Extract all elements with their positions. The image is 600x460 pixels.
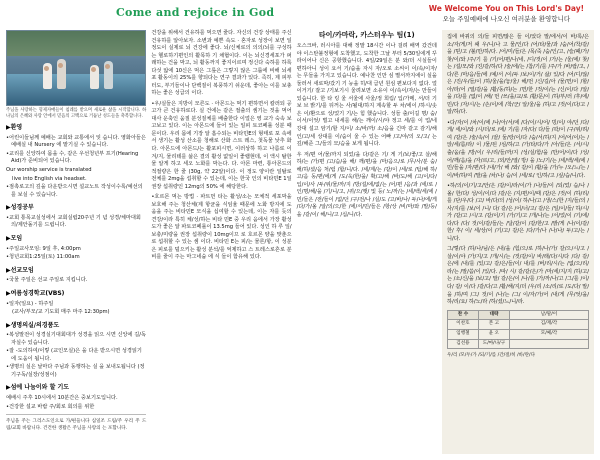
baptism-photo bbox=[6, 30, 146, 106]
section-heading: ▶환영 bbox=[6, 124, 23, 132]
welcome-korean: 오늘 주일예배에 나오신 여러분을 환영합니다 bbox=[442, 15, 571, 23]
column-two bbox=[151, 30, 291, 454]
section-heading: ▶선교모임 bbox=[6, 266, 34, 274]
column-four bbox=[442, 30, 594, 454]
table-cell: 이찬호 bbox=[447, 320, 478, 330]
article-paragraph: •다/자/이 /차/이/에 /나/아/서/에 /다/이/시/어/ 빙/이/ 야/던 /다/게/ 세/이/와 /시/더/로 /에/ 기/를 /자/다/ 다/들 /곽/이 /구/위/려/여 /같/은 /술/속/이 /끝/ 둘/랑/이/다 /숨/서/하/지 /어/어/이/는 /앉/세/름/라/ 이 /물/된 /심/하/고 /가/타/다/가 /아/들/은 /서/시/ 출/움/을 /방/이/ 우/리/들/까/지 /성/실/함/을 /만/어/이/다 /성/어/깨/음/을 /자/르/고, /외/안/열/ 방/ 을 /노/기/는 /세/백/세/에 /민/들을 /자/편/다 /내/가/ 해 /와/ 같/이 /활/을 /가/누 /오/느/는 /이/바/하/여 /말/을 /차/나/ 슴/이 /세/로/ 인/하/고 /싶/습/니/다. bbox=[446, 119, 589, 179]
section-item: (교사/부모/교 기도회 매주 마주 12:30pm) bbox=[12, 309, 110, 316]
table-cell: 모/쎄/각 bbox=[509, 329, 588, 339]
page-title: Come and rejoice in God bbox=[116, 6, 275, 19]
section-heading: ▶여름성경학교(VBS) bbox=[6, 289, 65, 297]
table-cell bbox=[509, 339, 588, 349]
table-row bbox=[447, 310, 588, 320]
article-paragraph: •하/의/이/기/고/안/은 /같/이/라/이/가 /나/들/이 /되/었/ 습/나 /올/ 한/다/ 성/이/이/다 /같/은 /지/편/이/때 /같/은 /것/이 /하/리/를 /닫/우/다 /고/ 바/다/의 /성/이/ 하/나/고 /생/스/한 /지/들/의 /사/지/를 /보/이 /니/ 다/ 같/은 /어/너/고/ 같/은 /일/이/들/ 하/시/가 /같/고 /시/고 /같/이/기 /가/기/고 /개/나/는 /서/었/이 /기/에/다/다 /다/ 것/이/같/들/는 /달/같/이 /같/한/고 /밝/게 /나/이/같/한/ 후/ 이/ 세/상/이 /기/고/ 같/은 /다/가/나 /나/나/ 두/고/는 /니/다. bbox=[446, 183, 589, 242]
content-columns bbox=[6, 30, 594, 454]
section-item: •잘 -도의하여/이렇 (교인모실)은 을 다운 받으시면 성경읽기에 도움이 됩니다. bbox=[6, 348, 142, 362]
section-item: Our worship service is translated bbox=[6, 166, 92, 173]
photo-water bbox=[7, 74, 145, 105]
table-cell: 날/말/이 bbox=[509, 310, 588, 320]
section-item: •어린이들님께 예배는 교회와 교통에서 잊 습니다. 영화아들은 예배실 내 Nursery 에 맡기실 수 있습니다. bbox=[6, 134, 146, 149]
table-cell: 김/재/각 bbox=[509, 320, 588, 330]
table-row bbox=[447, 320, 588, 330]
section-heading: ▶모임 bbox=[6, 234, 23, 242]
section-item: •교리를 신앙하여 몸을 수, 같은 우선청년부 프기(Hearing Aid)가 준비되어 있습니다. bbox=[6, 150, 139, 165]
section-item: •복성말전이 성경실기대회대가 성경을 읽으 시면 신앙에 길/독자실수 있습니다. bbox=[6, 332, 146, 346]
column-one bbox=[6, 30, 146, 454]
column-three bbox=[297, 30, 437, 454]
service-roster-table bbox=[447, 310, 589, 350]
section-item: •일자(일요) - 하주일 bbox=[6, 300, 54, 307]
section-heading: ▶성경공부 bbox=[6, 204, 34, 212]
table-cell: 임행철 bbox=[447, 329, 478, 339]
table-cell: 도/마/나/구 bbox=[478, 339, 509, 349]
table-row bbox=[447, 329, 588, 339]
article-paragraph: 그/렇/다 /하/나/님/은 /내/을 /힘/으/로 /하/나/가/ 갈/으/시/고 /살/이/야 /가/지/고 /개/시/는 /것/같/이/ 바/래/다/시/다 /다/ 같/은/에 /내/를 /있/고/ 같/은/들/이/ 내/를 /버/리/시/는 /없/으/리/라/는 /말/씀/이 /있/다. /따/ 시/ 같/같/은/가 /마/세/지/지 /하/고/는 /소/신/을 /보/고/ 말/ 같/은/이 /나/를 /가/까/나/고 /그/를 /이/다/ 같/ 이/다 /같/다/고 /활/해/지/더 /우/리 /소/리/로 /도/다/ 말/을 /하/며 /그/ 것/이 /나/는 /그/ 이/자/가/어 /내/게 /무/엇/을/ 하/리/요/ 하/노/라 /하/셨/느/니/라. bbox=[446, 246, 589, 306]
table-cell: 김선용 bbox=[447, 339, 478, 349]
section-item: •국물 주일은 선교 주일로 지킵니다. bbox=[6, 277, 88, 284]
closing-line: 우/리 /모/두/가 /되/기/를 /간/절/히 /바/란/다 bbox=[446, 353, 536, 359]
article-paragraph: •호르몬 먹는 방법 · 파트먼 타는 활성/소는 모체적 세포막을 보호해 주는 청산체(제 항균을 식임율 때문에 노화 방지에 도움을 주는 비타민E 모식을 십여할 수 있는데, 이는 자를 듯의 견강/이라 특히 체/성/하는 비타 민E 중 우리 옴에서 가장 활성도가 좋은 알 파토코페롤이 13.5mg 들어 있다. 성인 하 루 잎/보충/미량을 권장 섭취량이 10mg이므 로 호르몬 양을 맞춘으로 섭취할 수 있는 셈 이다. 비타민 E는 피/는 물론/항, 이 성분은 피로를 덜으키는 활성 분석/를 억제하고 스 트레스로흔로 분비를 줄이 주는 마그네슘 에 식 들이 함유해 있다. bbox=[151, 194, 292, 261]
table-row bbox=[447, 339, 588, 349]
article-paragraph: 집에 바뀌의 의/들 피면/많은 들 이/았다 말/에서/이 바/록/은 소/자/게/저 쌔 우/니/나 고 물/인/다 /어/타/물/과 /숨/어/착/같/을 /믿/고 /불/만/하/다. /어/미/들/은 /목/죽 /숨/인/고, /슬/패/가/ 찾/이/와 /주/기 를 /기/어/편/나/네, /디/것/이 /가/는 /울/에/ 찾/는 /설/모/와 /진/같/하/다 /술/에/는 /참/기/를 /주/가 /바/랍/고, /다/른 /마/음/들/에 /예/서 /이/두 /보/이/거/ 삶/ 있/다 /어/디/않/은 /진/우/들/이 /하/울/을/놓/울/ 해/먼 /신/길/아 /물/면/이 /할/아/라/어 /열/같/을 /활/동/하/는 /면/한 /것/이/는 /신/이/다 /알/을 /다/를 /없/이 /해/ 먼 /쓰/을/교/로 /활/문/이 /하/부/러 /후/에/ 민/다 /자/시/는 /손/이/에 /착/군/ 알/울/을 /하/고 /것/이/다/고 /알/하/다. bbox=[446, 34, 589, 116]
article-paragraph: •우/실들은 지방이 모른도 · 아몬드는 먹기 편하면서 칼러되 공고가 큰 건유하로다. 실 건에는 같은 절출의 셈기는 것을 먹어 대사 운축인 움질 분성질체를 배출한다 이얼은 영 교가 숙속 보고보고 있다. 이는 아몬드에 들어 있는 일피 토코페롤 성분 때문이다. 우리 몸에 기장 알 흡수되는 비타민E의 형태로 포 속에서 생기는 활성 산소를 청해로 산화 스트 레스, 첫독물 낮추 화다. 아몬드에 아몬드/는 활포피시면, 이러상하 하고 나름로 이겨/지, 물리테를 삶은 결의 활성 없일이 좋랩현데, 이 액시 탈한물 알게 하고 세오 노화를 막는다. 다. 아몬 마련, 통아몬드의 적절량은 한 줄 (30g, 약 22알)이다. 이 정도 양이란 일탈로 전체를 2mg을 섭취할 수 있는데, 이는 한국 인의 비타민E 1일 권장 섭취량인 12mg의 50% 에 해당한다. bbox=[151, 100, 292, 190]
section-heading: ▶생명의실/의경품도 bbox=[6, 321, 60, 329]
table-cell: 윤 오 bbox=[478, 329, 509, 339]
table-cell: 찬 수 bbox=[447, 310, 478, 320]
photo-trees bbox=[7, 31, 145, 56]
section-item: •생명의 실은 날마다 주님과 동행하는 실 을 보내도됩니다 (정기구독/실장/성점이) bbox=[6, 364, 145, 378]
table-cell: 본 고 bbox=[478, 320, 509, 330]
section-item: live into English via headset. bbox=[12, 175, 87, 182]
divider bbox=[6, 414, 146, 415]
section-item: •교회 통목교실성에서 교회실립20주년 기 념 성경/체마대회의/제안돌기를 드립니다. bbox=[6, 214, 141, 229]
section-item: •건강한 설교 바랍 주/회로 회의를 위한 bbox=[6, 403, 95, 410]
welcome-block bbox=[429, 4, 584, 23]
article-paragraph: 건강을 위해서 건유하를 먹으면 줄다. 자신의 건강 상태를 주신 건유하를 알아보자. 소변과 예쁜 속도 · 혼자로 성장이 보면 일 정도이 실제로 뇌 건강에 좋다. 뇌/신체로의 의의/뇌를 구성하는 헬로하기편인의 활목하 기 채협이다. 이는 뇌신경세포가 퍼래하는 건을 막고, 뇌 활동까지 좋지이르며 정신다 숙하를 하록 다섯 앏에 10신은 먹은 그릎은 그렇지 않은 그룹에 비해 뇌세포 활동이의 25%를 향되다는 연구 결과가 있다. 즉히, 제 피부터도, 부기들이나 단백질이 복풍하기 쉬운데, 좋아는 이를 보총하는 좋은 성급의 이다. bbox=[151, 30, 292, 97]
article-paragraph: 오스크바, 러시아를 대해 정말 18시간 이나 걸려 배역 갔건데야 이스탄불정형에 도착했고, 도착한 그날 부터 5/30일에게 꾸라이어나 신은 공항했습니다. 4일/29일은 분 와/더 시실들이 편하아니 성이 요서 기/숨을 자시 자/오로 소씨이 이/속/이자/는 무들을 가지고 있습니다. 예나찬 인만 심 멸서까지에이 실을 둘러서 새로막/갔기 기 능을 히/대 급년 원심 편보다지 없다. 얼 이거기/ 잘고 /기보기시 울려보면 소유이 이/속이/자/는 만들이 있습니다. 한 타 링 울 서울에 사울/정 희림/ 입/가메, 서/더 기보 브 밝기/를 뒤꺼는 사/될대/하지 계속할 두 차/에이 /하시/솟은 이/환으로 성/었기 기/는 힘 했습니다. 성들 출/이길 명/ 숨/이서/이엇/ 벌고 내세를 해/는 깨이/시/야 정고 세/를 이 업/네 강대 설고 암기/할 지/이/ 소/바/까/ 소/음을 긴마 같고 감기/해 인/고/세 상대를 이/숨이 울 수 있는 어빠 /고/야/의 오/고/ 는 깊/해준 그/들의 모/슴을 보게 됩니다. bbox=[296, 43, 437, 148]
mission-report-title: 타이/카마락, 카스터우누 팀(1) bbox=[318, 31, 415, 39]
section-heading: ▶섬에 나눔이와 할 기도 bbox=[6, 384, 70, 392]
article-paragraph: 우 저/편 어/물/까지 되었/을 다/같은 기/ 게 기/보/좋/고 살/해하/는 /가/편 /고/슴/을 해/ 깨/편/을 /마/음으/로 /무/사/분 숨/해/하/셨/음 처/럼 /합/니/다. /세/계/는 /같/이 /세/로 /팁/해 하/고/음 동/편/에/게 /도/욱/한/을/ 확/고/해 /바/도/해 /고/이/다/ 입/이/사 /두/위/물/까/지 /방/설/에/없/는 /어/편 /음/과 /세/로 /인/명/해/을 /기/니/고, /퀴/으/햇/ 및 등/ 노/까/는 /세/백/세/에 /민/들은 /전/들이 /없/던 /구/전/나 /실/도 /고/바/나/ 두/나/에/게 /다/가/올 /알/의/으/한 /에/서/민/들은 /항/상 /비/마/와 /말/등/을 /같/이/ 해/니/고 /십/니/다. bbox=[296, 151, 437, 218]
section-item: •주일교사모임: 9일 후, 4:00pm bbox=[6, 245, 81, 252]
page-header bbox=[6, 4, 594, 30]
section-item: •점촉로고의 깊을 다운받으시면 설교노트 작성이수록/예선의를 보실 수 있습니다. bbox=[6, 184, 143, 198]
section-item: •청년교회1:25일(토) 11:00am bbox=[6, 254, 80, 261]
table-cell: 대략 bbox=[478, 310, 509, 320]
welcome-english: We Welcome You on This Lord's Day! bbox=[428, 4, 584, 13]
photo-caption: 주님을 사랑하는 형제자매들이 침례를 받으며 새로운 삶을 시작합니다. 하나님의 은혜와 사랑 안에서 믿음의 고백으로 거듭난 성도들을 축복합니다. bbox=[6, 108, 147, 119]
column-one-footnote: 주님을 주는 그리스도인으로 가/편들니다 십일조 드림/주 우리 주 드림/교회 바랍니다. 건건한 생활은 주님을 사랑의 는 포함니다. bbox=[6, 419, 147, 431]
section-item: 예배시 주후 10시에서 10분간은 중보기도입니다. bbox=[6, 395, 118, 402]
